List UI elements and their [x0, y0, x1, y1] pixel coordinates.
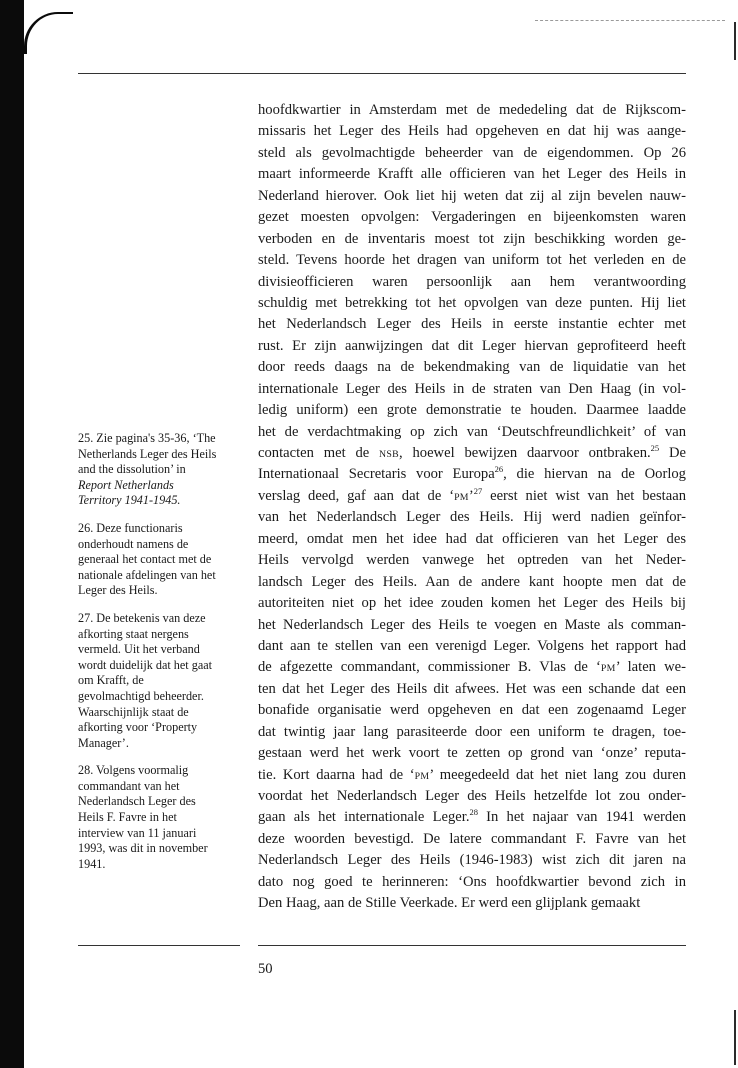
body-line: de afgezette commandant, commissioner B. Vlas de ‘PM’ laten we- — [258, 659, 687, 676]
body-line: meerd, omdat men het idee had dat officieren van het Leger des — [258, 530, 686, 547]
small-caps-abbreviation: PM — [414, 770, 430, 782]
body-line: rust. Er zijn aanwijzingen dat dit Leger hiervan geprofiteerd heeft — [258, 337, 686, 354]
body-line: divisieofficieren waren persoonlijk aan hem verantwoording — [258, 273, 686, 290]
scan-corner-mark — [24, 12, 73, 54]
body-line: ledig uniform) een grote demonstratie te houden. Daarmee laadde — [258, 402, 686, 419]
footnote-line: 25. Zie pagina's 35-36, ‘The — [78, 431, 216, 445]
body-line: Heils vervolgd werden vanwege het optreden van het Neder- — [258, 552, 686, 569]
footnote-line: generaal het contact met de — [78, 552, 212, 567]
body-line: voordat het Nederlandsch Leger des Heils hetzelfde lot zou onder- — [258, 788, 686, 804]
body-line: het Nederlandsch Leger des Heils te voegen en Maste als comman- — [258, 616, 686, 633]
body-line: contacten met de NSB, hoewel bewijzen daarvoor ontbraken.$^{25}$ De — [258, 443, 686, 461]
footnote-line: gevolmachtigd beheerder. — [78, 688, 204, 703]
footer-rule-right — [258, 945, 686, 946]
body-line: missaris het Leger des Heils had opgeheven en dat hij was aange- — [258, 123, 686, 140]
scan-top-dash — [535, 20, 725, 21]
body-line: Nederland hierover. Ook liet hij weten dat zij al zijn bevelen nauw- — [258, 187, 686, 204]
header-rule — [78, 73, 686, 74]
body-line: steld als gevolmachtigde beheerder van de eigendommen. Op 26 — [258, 144, 686, 161]
italic-title: Territory 1941-1945. — [78, 493, 181, 508]
footnote-line: interview van 11 januari — [78, 825, 197, 840]
footnote-28 — [78, 763, 240, 872]
body-line: het de verdachtmaking op zich van ‘Deutschfreundlichkeit’ of van — [258, 423, 686, 440]
body-line: tie. Kort daarna had de ‘PM’ meegedeeld dat het niet lang zou duren — [258, 766, 686, 783]
body-line: verslag deed, gaf aan dat de ‘PM’$^{27}$ eerst niet wist van het bestaan — [258, 486, 686, 504]
body-line: bonafide organisatie werd opgeheven en dat een zogenaamd Leger — [258, 702, 686, 719]
footnote-line: 1941. — [78, 856, 106, 871]
body-text-column — [258, 100, 686, 915]
footnote-line: afkorting staat nergens — [78, 626, 189, 641]
body-line: steld. Tevens hoorde het dragen van uniform tot het verleden en de — [258, 252, 686, 269]
footnote-line: onderhoudt namens de — [78, 536, 189, 551]
small-caps-abbreviation: PM — [454, 491, 469, 503]
page-number: 50 — [258, 961, 273, 977]
body-line: dato nog goed te herinneren: ‘Ons hoofdkwartier bevond zich in — [258, 873, 686, 890]
footnote-line: 28. Volgens voormalig — [78, 763, 189, 778]
body-line: dant aan te stellen van een verenigd Leger. Volgens het rapport had — [258, 637, 686, 654]
footnote-line: nationale afdelingen van het — [78, 567, 216, 582]
body-line: landsch Leger des Heils. Aan de andere kant hoopte men dat de — [258, 573, 686, 590]
scan-edge-shadow — [0, 0, 24, 1068]
footnote-line: and the dissolution’ in — [78, 462, 186, 477]
body-line: Nederlandsch Leger des Heils (1946-1983) wist zich dit jaren na — [258, 852, 686, 869]
body-line: deze woorden bevestigd. De latere commandant F. Favre van het — [258, 830, 686, 847]
footnote-26 — [78, 521, 240, 599]
body-line: ten dat het Leger des Heils dit afwees. Het was een schande dat een — [258, 680, 686, 697]
footnote-reference: 27 — [473, 486, 483, 497]
footnote-line: om Krafft, de — [78, 673, 144, 688]
footnote-line: Manager’. — [78, 735, 129, 750]
small-caps-abbreviation: PM — [600, 663, 616, 675]
footnote-line: Leger des Heils. — [78, 583, 158, 598]
body-line: door reeds daags na de bekendmaking van de liquidatie van het — [258, 359, 686, 376]
footnote-line: afkorting voor ‘Property — [78, 720, 198, 735]
footnote-line: 1993, was dit in november — [78, 841, 208, 856]
footnote-line: Heils F. Favre in het — [78, 810, 177, 825]
footnote-27 — [78, 611, 240, 751]
body-line: autoriteiten niet op het idee zouden komen het Leger des Heils bij — [258, 595, 686, 612]
body-line: Den Haag, aan de Stille Veerkade. Er werd een glijplank gemaakt — [258, 895, 641, 912]
body-line: van het Nederlandsch Leger des Heils. Hij werd nadien geïnfor- — [258, 509, 686, 526]
body-line: Internationaal Secretaris voor Europa$^{26}$, die hiervan na de Oorlog — [258, 464, 686, 483]
footnote-line — [78, 478, 240, 494]
body-line: het Nederlandsch Leger des Heils in eerste instantie echter met — [258, 316, 686, 333]
body-line: verboden en de inventaris moest tot zijn beschikking worden ge- — [258, 230, 686, 247]
footnote-line — [78, 493, 240, 509]
footnote-reference: 26 — [494, 464, 504, 475]
footnotes-column — [78, 431, 240, 884]
footnote-line: Netherlands Leger des Heils — [78, 446, 217, 461]
footnote-line: 27. De betekenis van deze — [78, 610, 206, 625]
footnote-reference: 25 — [650, 443, 660, 454]
body-line: maart informeerde Krafft alle officieren van het Leger des Heils in — [258, 166, 686, 183]
footnote-line: wordt duidelijk dat het gaat — [78, 657, 213, 672]
footnote-reference: 28 — [469, 807, 478, 818]
body-line: gezet moesten opvolgen: Vergaderingen en bijeenkomsten waren — [258, 209, 686, 226]
body-line: gestaan werd het werk voort te zetten op grond van ‘onze’ reputa- — [258, 745, 686, 762]
body-line: schuldig met betrekking tot het opvolgen van deze punten. Hij liet — [258, 294, 686, 311]
footer-rule-left — [78, 945, 240, 946]
italic-title: Report Netherlands — [78, 477, 174, 492]
scan-right-edge-mark-bottom — [734, 1010, 736, 1065]
footnote-25 — [78, 431, 240, 509]
footnote-line: Nederlandsch Leger des — [78, 794, 196, 809]
footnote-line: commandant van het — [78, 778, 180, 793]
body-line: hoofdkwartier in Amsterdam met de mededeling dat de Rijkscom- — [258, 102, 686, 118]
footnote-line: 26. Deze functionaris — [78, 520, 183, 535]
scan-right-edge-mark — [734, 22, 736, 60]
body-line: internationale Leger des Heils in de straten van Den Haag (in vol- — [258, 380, 686, 397]
body-line: gaan als het internationale Leger.$^{28}$ In het najaar van 1941 werden — [258, 807, 686, 826]
footnote-line: vermeld. Uit het verband — [78, 642, 200, 657]
small-caps-abbreviation: NSB — [379, 449, 400, 460]
footnote-line: Waarschijnlijk staat de — [78, 704, 189, 719]
body-line: dat twintig jaar lang parasiteerde door een uniform te dragen, toe- — [258, 723, 686, 740]
